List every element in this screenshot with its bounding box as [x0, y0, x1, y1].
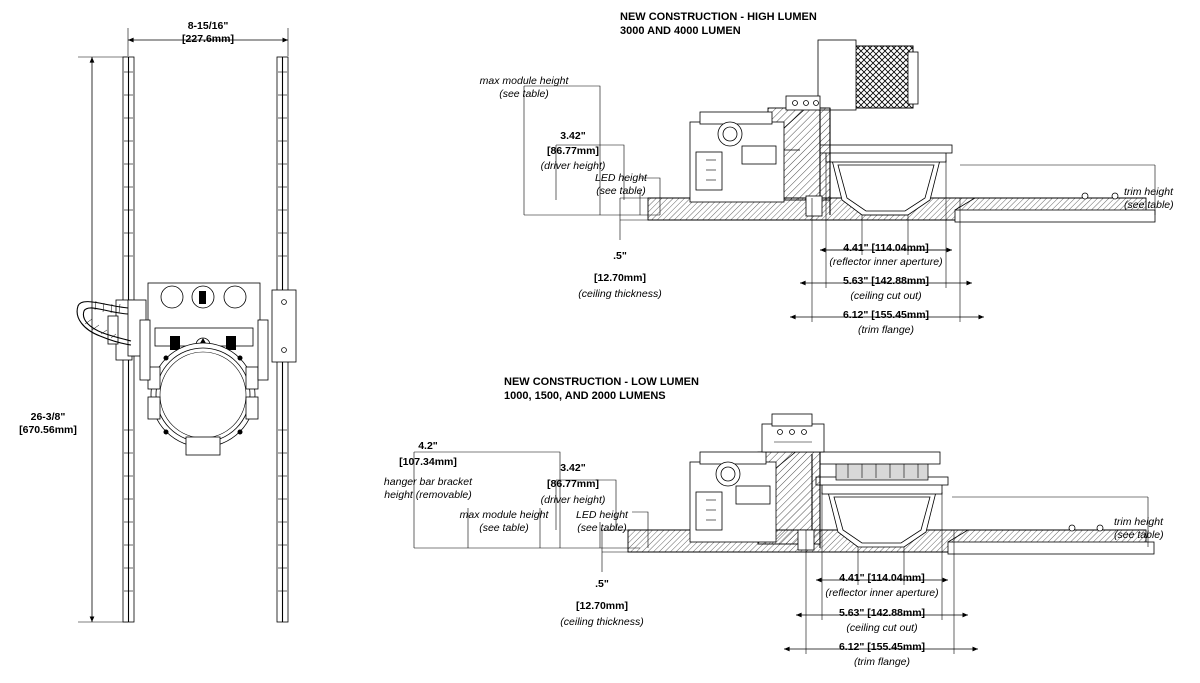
bar-bracket-right	[272, 290, 296, 362]
low-ceiling-thickness-metric: [12.70mm]	[576, 600, 628, 612]
high-trim-flange-value: 6.12" [155.45mm]	[842, 309, 930, 321]
low-driver-height-metric: [86.77mm]	[547, 478, 599, 490]
high-driver-height-value: 3.42"	[560, 130, 586, 142]
hanger-bar-bracket-low	[762, 414, 824, 452]
low-max-module-height-line1: max module height	[459, 509, 549, 521]
low-hanger-bracket-value: 4.2"	[418, 440, 438, 452]
high-ceiling-cutout-value: 5.63" [142.88mm]	[842, 275, 930, 287]
high-driver-height-note: (driver height)	[540, 160, 606, 172]
elevation-height-metric: [670.56mm]	[19, 424, 77, 436]
low-ceiling-cutout-value: 5.63" [142.88mm]	[838, 607, 926, 619]
high-ceiling-cutout-note: (ceiling cut out)	[850, 290, 922, 302]
high-trim-height-line1: trim height	[1124, 186, 1174, 198]
high-ceiling-thickness-note: (ceiling thickness)	[578, 288, 662, 300]
low-trim-height-line2: (see table)	[1114, 529, 1164, 541]
low-hanger-bracket-note2: height (removable)	[384, 489, 472, 501]
low-max-module-height-line2: (see table)	[479, 522, 529, 534]
low-ceiling-thickness-note: (ceiling thickness)	[560, 616, 644, 628]
low-hanger-bracket-note1: hanger bar bracket	[383, 476, 473, 488]
elevation-height-imperial: 26-3/8"	[30, 411, 66, 423]
low-ceiling-thickness-value: .5"	[595, 578, 609, 590]
elevation-width-imperial: 8-15/16"	[187, 20, 229, 32]
high-lumen-title-line2: 3000 AND 4000 LUMEN	[620, 25, 741, 37]
high-ceiling-thickness-metric: [12.70mm]	[594, 272, 646, 284]
low-reflector-aperture-note: (reflector inner aperture)	[825, 587, 939, 599]
low-reflector-aperture-value: 4.41" [114.04mm]	[839, 572, 925, 584]
low-lumen-title-line1: NEW CONSTRUCTION - LOW LUMEN	[504, 376, 699, 388]
high-driver-height-metric: [86.77mm]	[547, 145, 599, 157]
low-lumen-title-line2: 1000, 1500, AND 2000 LUMENS	[504, 390, 666, 402]
low-led-height-line2: (see table)	[577, 522, 627, 534]
low-trim-flange-note: (trim flange)	[853, 656, 911, 668]
high-trim-height-line2: (see table)	[1124, 199, 1174, 211]
reflector-aperture-circle	[148, 343, 258, 455]
high-led-height-line1: LED height	[595, 172, 647, 184]
low-led-height-line1: LED height	[576, 509, 628, 521]
low-trim-height-line1: trim height	[1114, 516, 1164, 528]
low-driver-height-note: (driver height)	[540, 494, 606, 506]
high-lumen-title-line1: NEW CONSTRUCTION - HIGH LUMEN	[620, 11, 817, 23]
elevation-width-metric: [227.6mm]	[182, 33, 234, 45]
high-ceiling-thickness-value: .5"	[613, 250, 627, 262]
low-ceiling-cutout-note: (ceiling cut out)	[846, 622, 918, 634]
low-hanger-bracket-metric: [107.34mm]	[399, 456, 457, 468]
high-led-height-line2: (see table)	[596, 185, 646, 197]
high-reflector-aperture-value: 4.41" [114.04mm]	[843, 242, 929, 254]
low-trim-flange-value: 6.12" [155.45mm]	[838, 641, 926, 653]
high-reflector-aperture-note: (reflector inner aperture)	[829, 256, 943, 268]
high-max-module-height-line1: max module height	[479, 75, 569, 87]
low-driver-height-value: 3.42"	[560, 462, 586, 474]
high-trim-flange-note: (trim flange)	[857, 324, 915, 336]
high-max-module-height-line2: (see table)	[499, 88, 549, 100]
